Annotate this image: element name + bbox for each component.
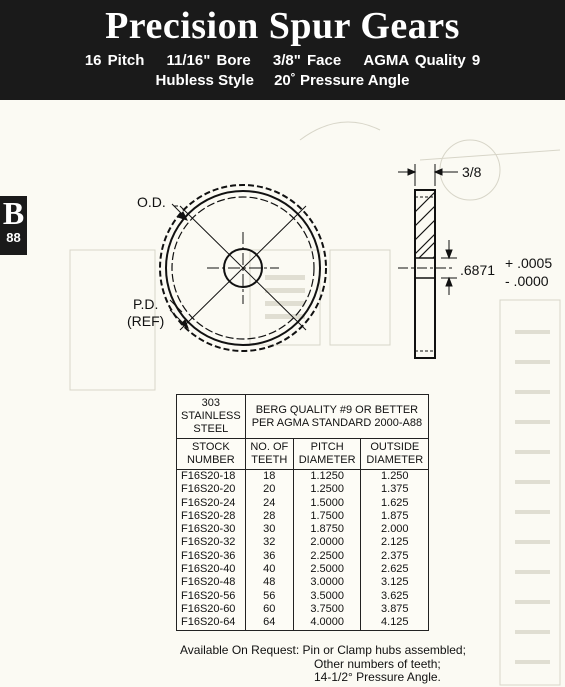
pitch-diameter-header	[293, 439, 361, 470]
outside-diameter-cell: 1.875	[361, 510, 429, 523]
teeth-header-line1: NO. OF	[250, 441, 289, 453]
outside-diameter-header	[361, 439, 429, 470]
note-line1: Available On Request: Pin or Clamp hubs assembled;	[180, 643, 466, 657]
stock-number-cell: F16S20-60	[177, 603, 246, 616]
pitch-diameter-cell: 1.2500	[293, 483, 361, 496]
stock-number-cell: F16S20-48	[177, 576, 246, 589]
teeth-header-line2: TEETH	[251, 454, 288, 466]
pitch-diameter-cell: 3.7500	[293, 603, 361, 616]
teeth-header	[245, 439, 293, 470]
table-row	[177, 470, 429, 484]
availability-note	[180, 644, 466, 685]
stock-number-cell: F16S20-20	[177, 483, 246, 496]
teeth-cell: 64	[245, 616, 293, 630]
table-row	[177, 550, 429, 563]
outside-diameter-cell: 2.000	[361, 523, 429, 536]
page-header	[0, 0, 565, 100]
pitch-diameter-cell: 3.0000	[293, 576, 361, 589]
pitch-diameter-cell: 3.5000	[293, 590, 361, 603]
table-row	[177, 563, 429, 576]
material-header-line1: 303	[201, 397, 221, 409]
stock-number-cell: F16S20-24	[177, 497, 246, 510]
stock-number-cell: F16S20-36	[177, 550, 246, 563]
face-width-label: 3/8	[462, 164, 482, 180]
spec-face: 3/8" Face	[272, 52, 342, 69]
pitch-diameter-cell: 1.5000	[293, 497, 361, 510]
teeth-cell: 56	[245, 590, 293, 603]
teeth-cell: 30	[245, 523, 293, 536]
outside-diameter-cell: 4.125	[361, 616, 429, 630]
outside-diameter-label: O.D.	[137, 194, 166, 210]
section-page-number: 88	[6, 230, 21, 245]
stock-header-line2: NUMBER	[187, 454, 235, 466]
teeth-cell: 60	[245, 603, 293, 616]
pitch-diameter-cell: 2.5000	[293, 563, 361, 576]
pitch-diameter-cell: 2.0000	[293, 536, 361, 549]
pitch-diameter-label-line1: P.D.	[133, 296, 159, 312]
outside-header-line1: OUTSIDE	[370, 441, 420, 453]
spec-line-1	[0, 52, 565, 69]
outside-diameter-cell: 3.625	[361, 590, 429, 603]
teeth-cell: 28	[245, 510, 293, 523]
table-row	[177, 616, 429, 630]
gear-dimension-drawing	[0, 150, 565, 370]
note-line3: 14-1/2° Pressure Angle.	[314, 670, 441, 684]
teeth-cell: 36	[245, 550, 293, 563]
gear-spec-table	[176, 394, 429, 631]
spec-line-2	[0, 72, 565, 89]
stock-number-cell: F16S20-40	[177, 563, 246, 576]
pitch-header-line1: PITCH	[310, 441, 344, 453]
outside-diameter-cell: 1.625	[361, 497, 429, 510]
table-row	[177, 576, 429, 589]
note-line2: Other numbers of teeth;	[314, 656, 441, 671]
bore-tolerance-plus: + .0005	[505, 255, 553, 271]
teeth-cell: 20	[245, 483, 293, 496]
spec-pitch: 16 Pitch	[84, 52, 145, 69]
teeth-cell: 18	[245, 470, 293, 484]
material-header-line3: STEEL	[193, 423, 229, 435]
pitch-diameter-label	[127, 296, 164, 330]
table-row	[177, 483, 429, 496]
stock-number-cell: F16S20-64	[177, 616, 246, 630]
outside-header-line2: DIAMETER	[366, 454, 424, 466]
gear-side-view	[398, 164, 458, 358]
bore-tolerance-minus: - .0000	[505, 273, 549, 289]
teeth-cell: 40	[245, 563, 293, 576]
outside-diameter-cell: 3.125	[361, 576, 429, 589]
outside-diameter-cell: 1.375	[361, 483, 429, 496]
spec-bore: 11/16" Bore	[166, 52, 251, 69]
teeth-cell: 48	[245, 576, 293, 589]
quality-header-line1: BERG QUALITY #9 OR BETTER	[255, 403, 419, 416]
outside-diameter-cell: 3.875	[361, 603, 429, 616]
table-row	[177, 603, 429, 616]
material-header	[177, 395, 246, 439]
table-row	[177, 590, 429, 603]
teeth-cell: 32	[245, 536, 293, 549]
table-row	[177, 536, 429, 549]
teeth-cell: 24	[245, 497, 293, 510]
table-row	[177, 510, 429, 523]
stock-number-cell: F16S20-56	[177, 590, 246, 603]
stock-number-cell: F16S20-18	[177, 470, 246, 484]
bore-tolerance	[505, 254, 552, 290]
stock-number-header	[177, 439, 246, 470]
table-row	[177, 497, 429, 510]
pitch-diameter-cell: 1.1250	[293, 470, 361, 484]
pitch-diameter-cell: 4.0000	[293, 616, 361, 630]
table-row	[177, 523, 429, 536]
od-leader	[172, 204, 187, 220]
bore-diameter-label: .6871	[460, 262, 496, 278]
outside-diameter-cell: 1.250	[361, 470, 429, 484]
outside-diameter-cell: 2.125	[361, 536, 429, 549]
page-title: Precision Spur Gears	[105, 5, 460, 47]
stock-number-cell: F16S20-30	[177, 523, 246, 536]
stock-number-cell: F16S20-28	[177, 510, 246, 523]
quality-group-header	[245, 395, 428, 439]
pitch-diameter-cell: 2.2500	[293, 550, 361, 563]
outside-diameter-cell: 2.625	[361, 563, 429, 576]
spec-quality: AGMA Quality 9	[363, 52, 481, 69]
quality-header-line2: PER AGMA STANDARD 2000-A88	[251, 416, 423, 429]
spec-style: Hubless Style	[155, 72, 254, 89]
pitch-diameter-cell: 1.7500	[293, 510, 361, 523]
pitch-header-line2: DIAMETER	[298, 454, 356, 466]
spec-pressure-angle: 20˚ Pressure Angle	[274, 72, 410, 89]
section-letter: B	[2, 195, 25, 231]
gear-spec-rows	[177, 470, 429, 631]
pitch-diameter-label-line2: (REF)	[127, 313, 165, 329]
stock-header-line1: STOCK	[192, 441, 230, 453]
outside-diameter-cell: 2.375	[361, 550, 429, 563]
material-header-line2: STAINLESS	[181, 410, 241, 422]
stock-number-cell: F16S20-32	[177, 536, 246, 549]
pitch-diameter-cell: 1.8750	[293, 523, 361, 536]
